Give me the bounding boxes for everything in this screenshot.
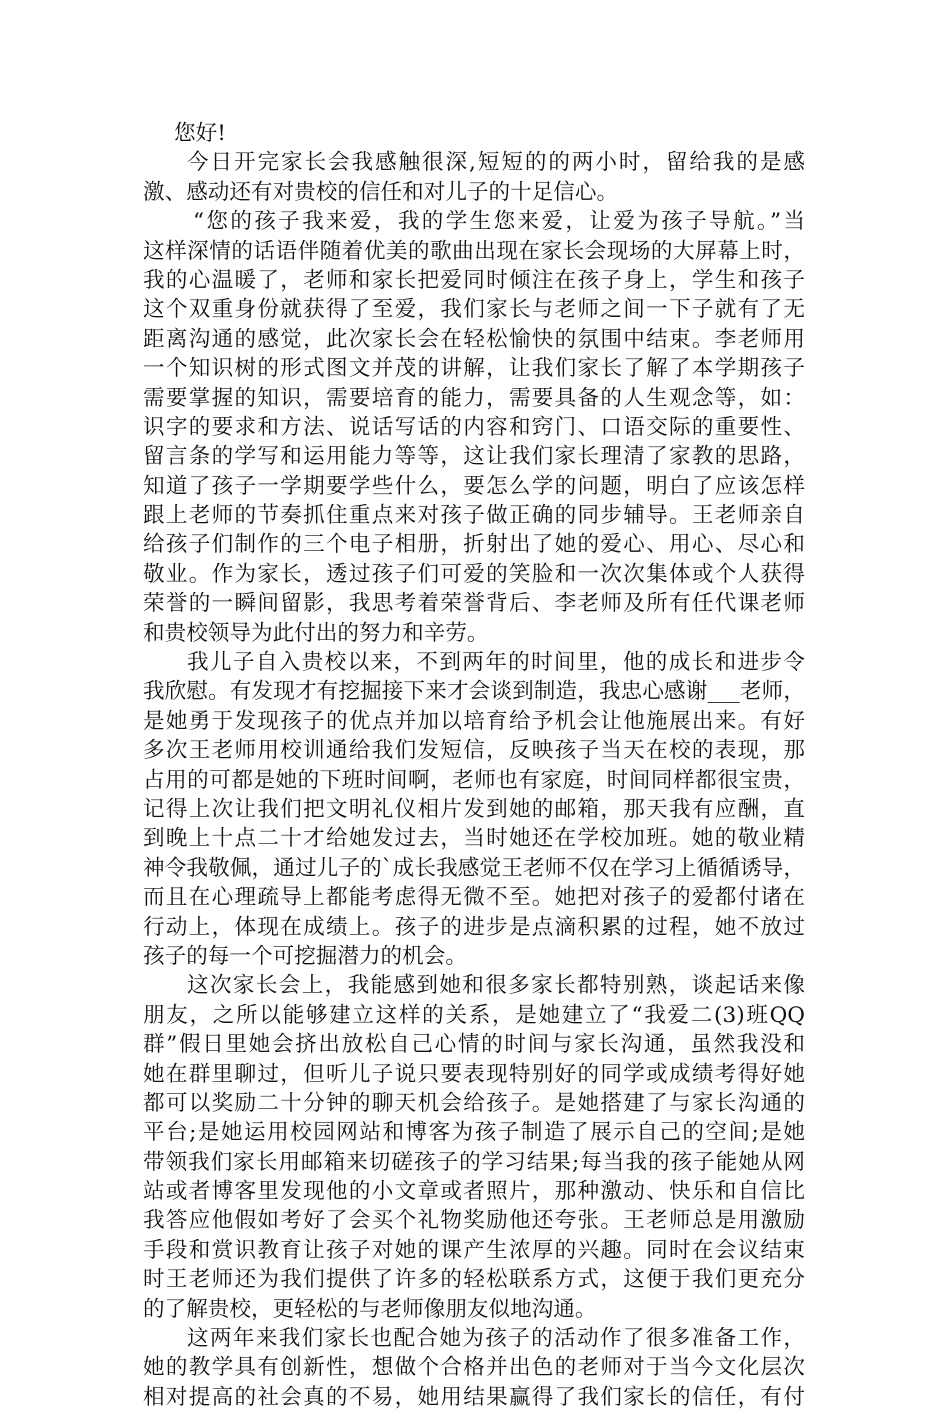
paragraph-4-line: 我答应他假如考好了会买个礼物奖励他还夸张。王老师总是用激励 xyxy=(143,1208,805,1234)
paragraph-4-line: 站或者博客里发现他的小文章或者照片，那种激动、快乐和自信比 xyxy=(143,1179,805,1205)
letter-body xyxy=(143,119,805,1412)
paragraph-3-line: 占用的可都是她的下班时间啊，老师也有家庭，时间同样都很宝贵， xyxy=(143,767,805,793)
paragraph-1-line: 今日开完家长会我感触很深,短短的的两小时，留给我的是感 xyxy=(187,150,805,176)
greeting: 您好! xyxy=(174,121,226,146)
paragraph-2-line: 荣誉的一瞬间留影，我思考着荣誉背后、李老师及所有任代课老师 xyxy=(143,591,805,617)
paragraph-2-line: 这样深情的话语伴随着优美的歌曲出现在家长会现场的大屏幕上时， xyxy=(143,238,805,264)
paragraph-4-line: 这次家长会上，我能感到她和很多家长都特别熟，谈起话来像 xyxy=(187,973,805,999)
paragraph-2-line: 跟上老师的节奏抓住重点来对孩子做正确的同步辅导。王老师亲自 xyxy=(143,503,805,529)
paragraph-4-line: 平台;是她运用校园网站和博客为孩子制造了展示自己的空间;是她 xyxy=(143,1120,805,1146)
paragraph-3-line: 而且在心理疏导上都能考虑得无微不至。她把对孩子的爱都付诸在 xyxy=(143,885,805,911)
paragraph-2-line: 我的心温暖了，老师和家长把爱同时倾注在孩子身上，学生和孩子 xyxy=(143,267,805,293)
paragraph-3-line: 多次王老师用校训通给我们发短信，反映孩子当天在校的表现，那 xyxy=(143,738,805,764)
paragraph-2-line: 敬业。作为家长，透过孩子们可爱的笑脸和一次次集体或个人获得 xyxy=(143,561,805,587)
paragraph-4-line: 的了解贵校，更轻松的与老师像朋友似地沟通。 xyxy=(143,1296,597,1322)
paragraph-4-line: 都可以奖励二十分钟的聊天机会给孩子。是她搭建了与家长沟通的 xyxy=(143,1090,805,1116)
paragraph-1-line: 激、感动还有对贵校的信任和对儿子的十足信心。 xyxy=(143,179,619,205)
paragraph-3-line: 是她勇于发现孩子的优点并加以培育给予机会让他施展出来。有好 xyxy=(143,708,805,734)
paragraph-2-line: 知道了孩子一学期要学些什么，要怎么学的问题，明白了应该怎样 xyxy=(143,473,805,499)
paragraph-5-line: 这两年来我们家长也配合她为孩子的活动作了很多准备工作， xyxy=(187,1326,805,1352)
paragraph-4-line: 她在群里聊过，但听儿子说只要表现特别好的同学或成绩考得好她 xyxy=(143,1061,805,1087)
paragraph-2-line: 给孩子们制作的三个电子相册，折射出了她的爱心、用心、尽心和 xyxy=(143,532,805,558)
paragraph-3-line: 到晚上十点二十才给她发过去，当时她还在学校加班。她的敬业精 xyxy=(143,826,805,852)
paragraph-2-line: 识字的要求和方法、说话写话的内容和窍门、口语交际的重要性、 xyxy=(143,414,805,440)
paragraph-4-line: 手段和赏识教育让孩子对她的课产生浓厚的兴趣。同时在会议结束 xyxy=(143,1237,805,1263)
paragraph-4-line: 时王老师还为我们提供了许多的轻松联系方式，这便于我们更充分 xyxy=(143,1267,805,1293)
paragraph-3-line: 记得上次让我们把文明礼仪相片发到她的邮箱，那天我有应酬，直 xyxy=(143,796,805,822)
paragraph-5-line: 她的教学具有创新性，想做个合格并出色的老师对于当今文化层次 xyxy=(143,1355,805,1381)
paragraph-5-line: 相对提高的社会真的不易，她用结果赢得了我们家长的信任，有付 xyxy=(143,1384,805,1410)
paragraph-2-line: 这个双重身份就获得了至爱，我们家长与老师之间一下子就有了无 xyxy=(143,297,805,323)
paragraph-3-line: 我儿子自入贵校以来，不到两年的时间里，他的成长和进步令 xyxy=(187,650,805,676)
paragraph-3-line: 神令我敬佩，通过儿子的`成长我感觉王老师不仅在学习上循循诱导， xyxy=(143,855,805,881)
paragraph-4-line: 群”假日里她会挤出放松自己心情的时间与家长沟通，虽然我没和 xyxy=(143,1032,805,1058)
paragraph-2-line: 一个知识树的形式图文并茂的讲解，让我们家长了解了本学期孩子 xyxy=(143,356,805,382)
paragraph-2-line: 需要掌握的知识，需要培育的能力，需要具备的人生观念等，如： xyxy=(143,385,805,411)
paragraph-3-line: 行动上，体现在成绩上。孩子的进步是点滴积累的过程，她不放过 xyxy=(143,914,805,940)
paragraph-3-line: 孩子的每一个可挖掘潜力的机会。 xyxy=(143,943,467,969)
paragraph-4-line: 带领我们家长用邮箱来切磋孩子的学习结果;每当我的孩子能她从网 xyxy=(143,1149,805,1175)
paragraph-2-line: “您的孩子我来爱，我的学生您来爱，让爱为孩子导航。”当 xyxy=(193,209,805,235)
paragraph-3-line: 我欣慰。有发现才有挖掘接下来才会谈到制造，我忠心感谢___老师， xyxy=(143,679,805,705)
paragraph-2-line: 留言条的学写和运用能力等等，这让我们家长理清了家教的思路， xyxy=(143,444,805,470)
paragraph-2-line: 距离沟通的感觉，此次家长会在轻松愉快的氛围中结束。李老师用 xyxy=(143,326,805,352)
paragraph-4-line: 朋友，之所以能够建立这样的关系，是她建立了“我爱二(3)班QQ xyxy=(143,1002,805,1028)
paragraph-2-line: 和贵校领导为此付出的努力和辛劳。 xyxy=(143,620,489,646)
